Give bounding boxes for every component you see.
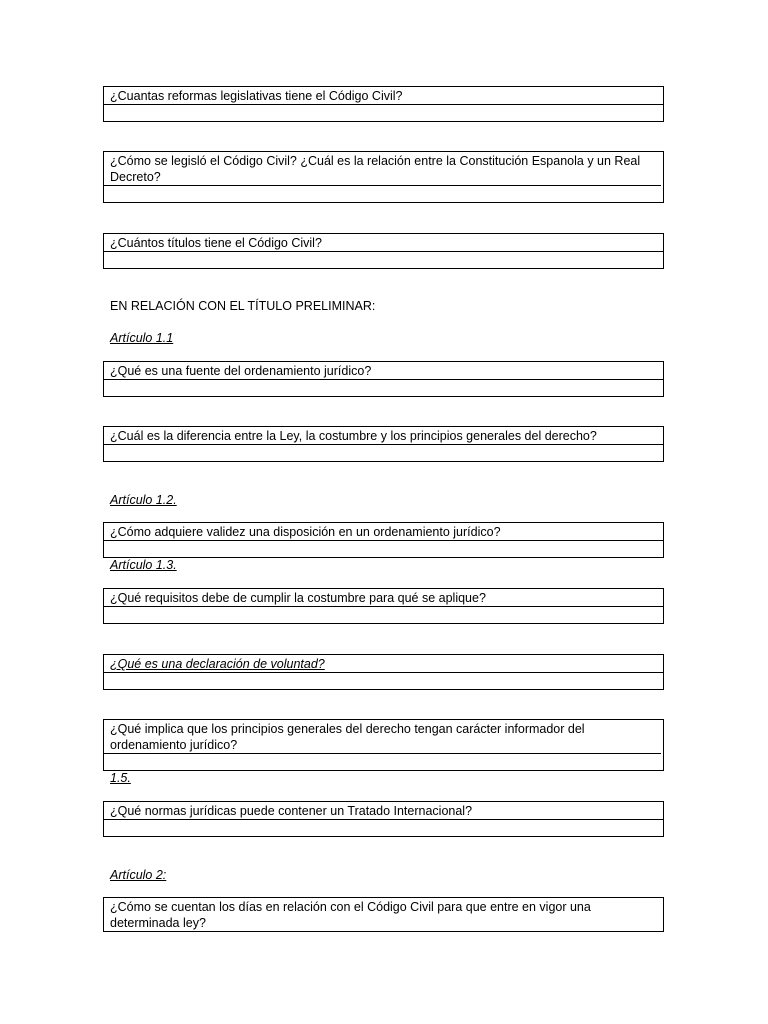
section-heading: EN RELACIÓN CON EL TÍTULO PRELIMINAR: <box>110 299 376 313</box>
answer-field[interactable] <box>104 541 663 557</box>
article-label: Artículo 2: <box>110 868 167 882</box>
question-text: ¿Qué es una declaración de voluntad? <box>104 655 663 673</box>
question-box-dias <box>103 897 664 932</box>
question-text: ¿Cómo se legisló el Código Civil? ¿Cuál es la relación entre la Constitución Espanola y un Real Decreto? <box>104 152 661 186</box>
answer-field[interactable] <box>104 607 663 623</box>
question-box-declaracion <box>103 654 664 690</box>
question-text: ¿Cuántos títulos tiene el Código Civil? <box>104 234 663 252</box>
question-text: ¿Qué es una fuente del ordenamiento jurídico? <box>104 362 663 380</box>
question-text: ¿Cuantas reformas legislativas tiene el Código Civil? <box>104 87 663 105</box>
question-box-requisitos <box>103 588 664 624</box>
question-text: ¿Qué implica que los principios generales del derecho tengan carácter informador del ordenamiento jurídico? <box>104 720 661 754</box>
answer-field[interactable] <box>104 186 663 202</box>
question-box-titulos <box>103 233 664 269</box>
question-box-reformas <box>103 86 664 122</box>
question-text: ¿Cómo se cuentan los días en relación con el Código Civil para que entre en vigor una determinada ley? <box>110 900 591 930</box>
question-box-validez <box>103 522 664 558</box>
article-label: Artículo 1.1 <box>110 331 174 345</box>
article-label: Artículo 1.3. <box>110 558 177 572</box>
article-label: 1.5. <box>110 771 131 785</box>
answer-field[interactable] <box>104 380 663 396</box>
question-box-tratado <box>103 801 664 837</box>
question-text: ¿Cuál es la diferencia entre la Ley, la costumbre y los principios generales del derecho? <box>104 427 663 445</box>
answer-field[interactable] <box>104 105 663 121</box>
article-label: Artículo 1.2. <box>110 493 177 507</box>
question-box-fuente <box>103 361 664 397</box>
question-box-diferencia <box>103 426 664 462</box>
answer-field[interactable] <box>104 754 663 770</box>
question-box-legislacion <box>103 151 664 203</box>
answer-field[interactable] <box>104 252 663 268</box>
question-box-principios <box>103 719 664 771</box>
question-text: ¿Qué normas jurídicas puede contener un Tratado Internacional? <box>104 802 663 820</box>
answer-field[interactable] <box>104 445 663 461</box>
question-text: ¿Cómo adquiere validez una disposición en un ordenamiento jurídico? <box>104 523 663 541</box>
answer-field[interactable] <box>104 820 663 836</box>
question-text: ¿Qué requisitos debe de cumplir la costumbre para qué se aplique? <box>104 589 663 607</box>
answer-field[interactable] <box>104 673 663 689</box>
